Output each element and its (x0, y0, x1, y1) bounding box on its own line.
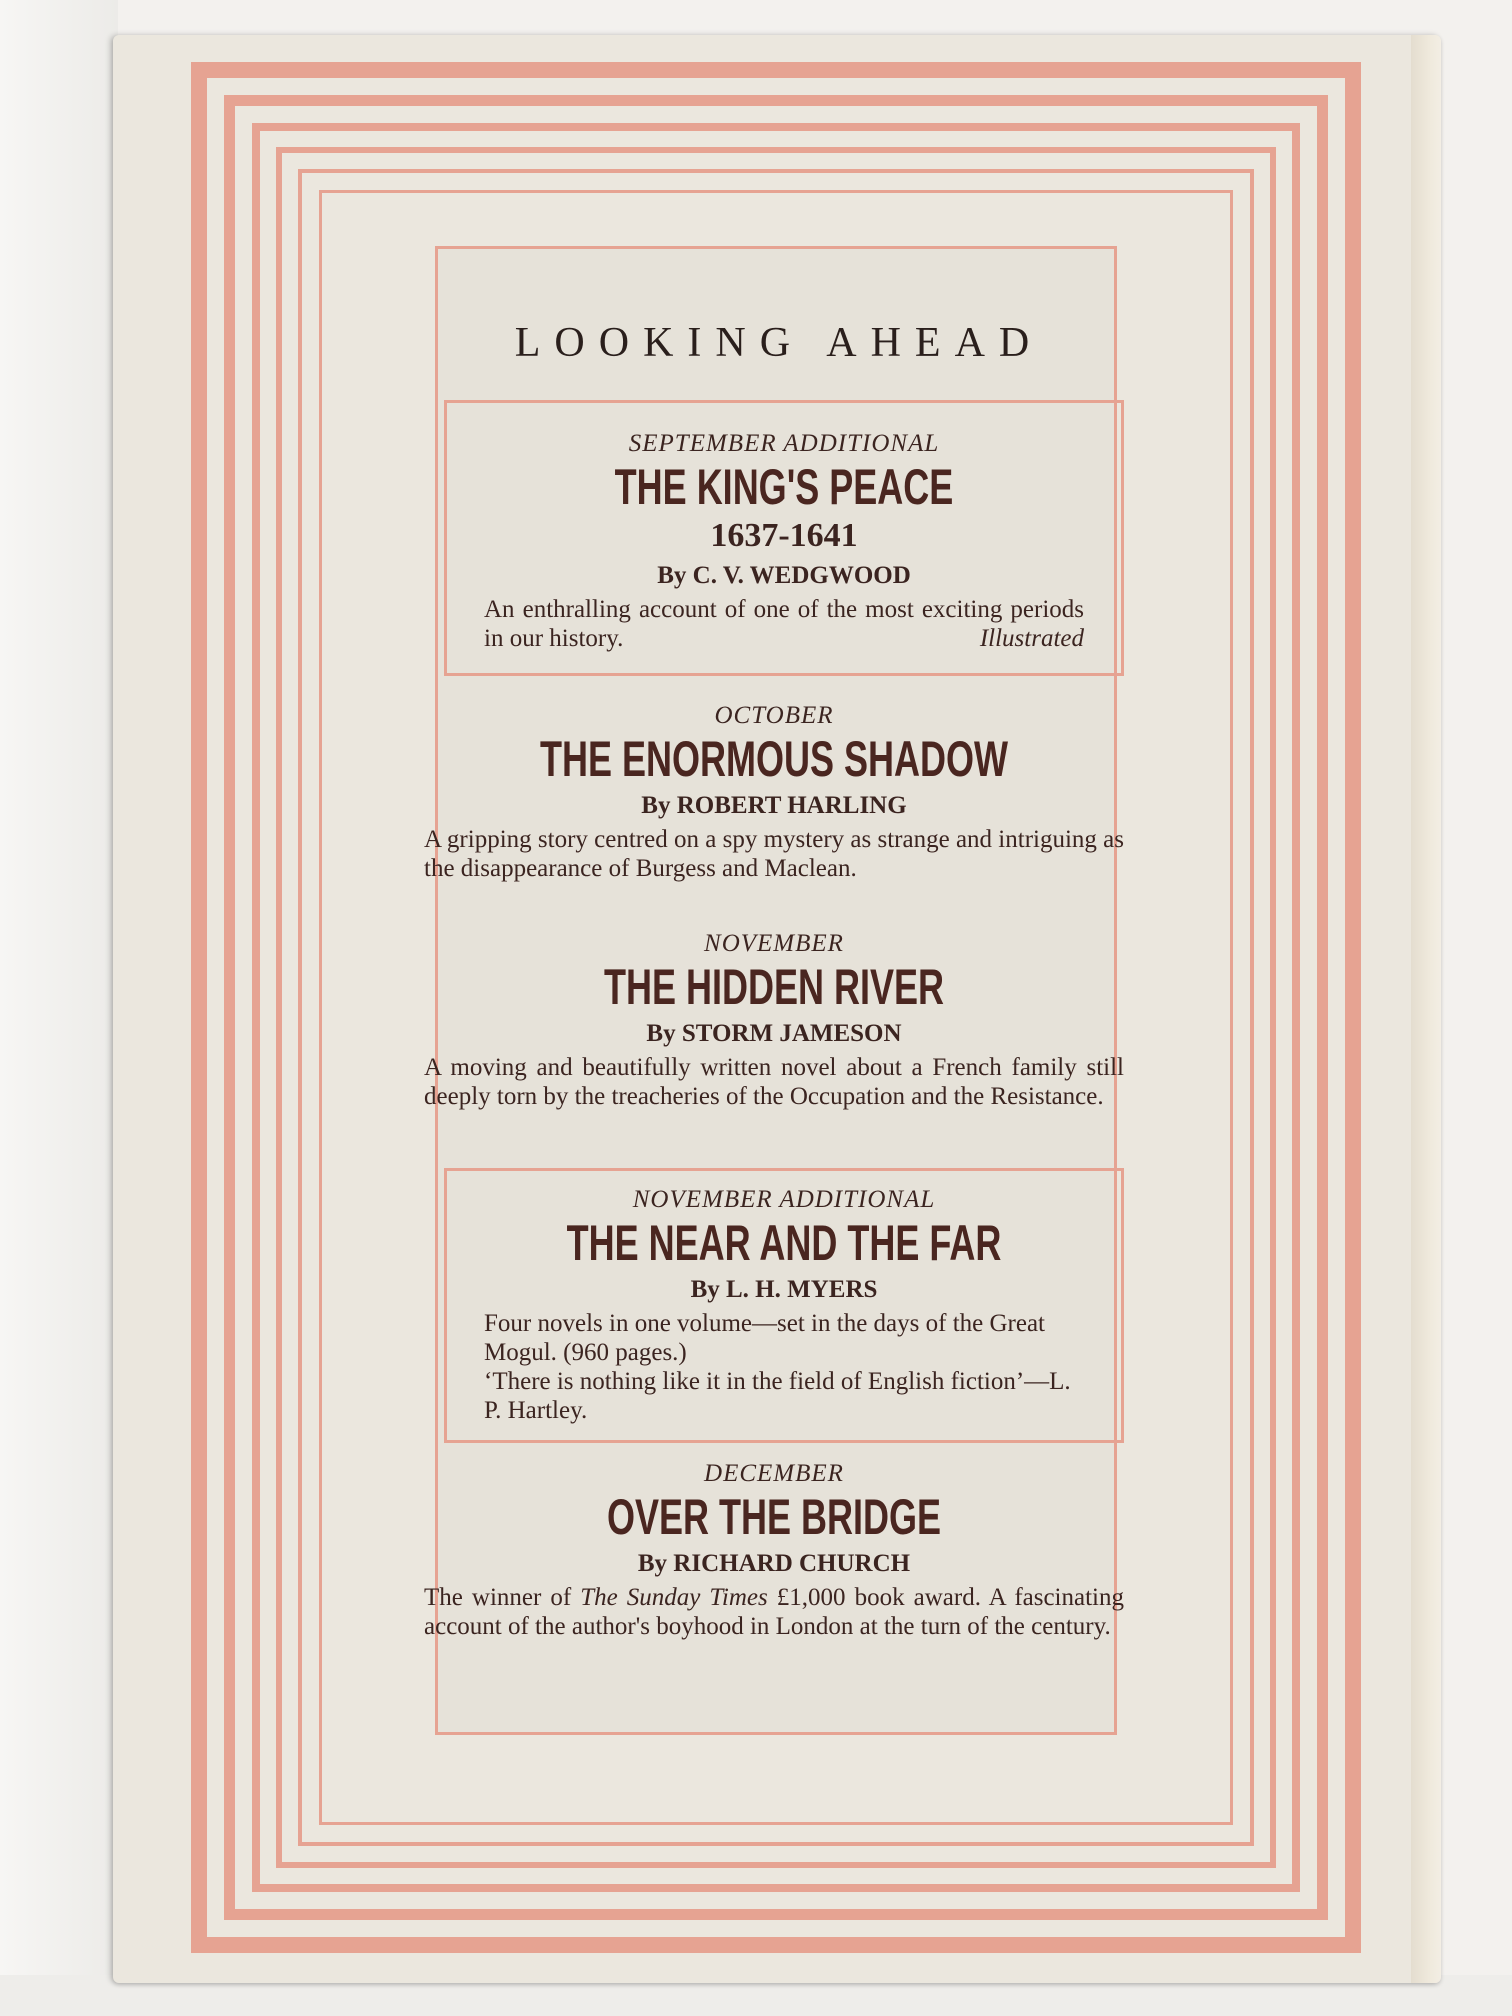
entry-author: By L. H. MYERS (690, 1276, 878, 1303)
entry-author: By STORM JAMESON (646, 1020, 902, 1047)
entry-month: NOVEMBER (704, 930, 844, 957)
book-entry-kings-peace (444, 400, 1124, 676)
book-entry-over-the-bridge (424, 1459, 1124, 1641)
entry-title: OVER THE BRIDGE (606, 1489, 942, 1545)
entry-description-newspaper: The Sunday Times (580, 1584, 768, 1611)
background-left (0, 0, 118, 2016)
entry-title: THE KING'S PEACE (614, 459, 954, 515)
entry-description-text: An enthralling account of one of the most exciting periods in our history. (484, 596, 1084, 652)
entry-description: A gripping story centred on a spy mystery as strange and intriguing as the disappearance of Burgess and Maclean. (424, 826, 1124, 882)
book-jacket-back (113, 35, 1441, 1983)
book-entry-enormous-shadow (424, 701, 1124, 883)
entry-month: DECEMBER (704, 1460, 844, 1487)
entry-note: Illustrated (979, 625, 1084, 652)
book-entry-near-and-far (444, 1168, 1124, 1443)
entry-month: SEPTEMBER ADDITIONAL (628, 430, 940, 457)
book-entry-hidden-river (424, 929, 1124, 1111)
content-panel (424, 246, 1124, 1735)
entries-container (328, 249, 1228, 1732)
entry-description-text: Four novels in one volume—set in the days of the Great Mogul. (960 pages.) (484, 1310, 1045, 1366)
entry-title: THE ENORMOUS SHADOW (540, 731, 1008, 787)
entry-month: OCTOBER (714, 702, 834, 729)
entry-title: THE NEAR AND THE FAR (566, 1215, 1002, 1271)
entry-description-pre: The winner of (424, 1584, 581, 1611)
jacket-edge (1411, 35, 1441, 1983)
entry-author: By ROBERT HARLING (641, 792, 907, 819)
entry-description: A moving and beautifully written novel about a French family still deeply torn by the treacheries of the Occupation and the Resistance. (424, 1054, 1124, 1110)
entry-description (424, 1583, 1124, 1641)
entry-month: NOVEMBER ADDITIONAL (632, 1186, 936, 1213)
entry-quote: ‘There is nothing like it in the field of English fiction’—L. P. Hartley. (484, 1368, 1071, 1424)
page-heading: LOOKING AHEAD (514, 320, 1044, 366)
entry-description (484, 595, 1084, 653)
entry-author: By C. V. WEDGWOOD (657, 562, 911, 589)
entry-title: THE HIDDEN RIVER (603, 959, 945, 1015)
entry-author: By RICHARD CHURCH (637, 1550, 911, 1577)
entry-description-post: £1,000 book award. A fascinating account of the author's boyhood in London at the turn of the century. (424, 1584, 1124, 1640)
entry-dates: 1637-1641 (710, 517, 858, 554)
entry-description (484, 1309, 1084, 1425)
